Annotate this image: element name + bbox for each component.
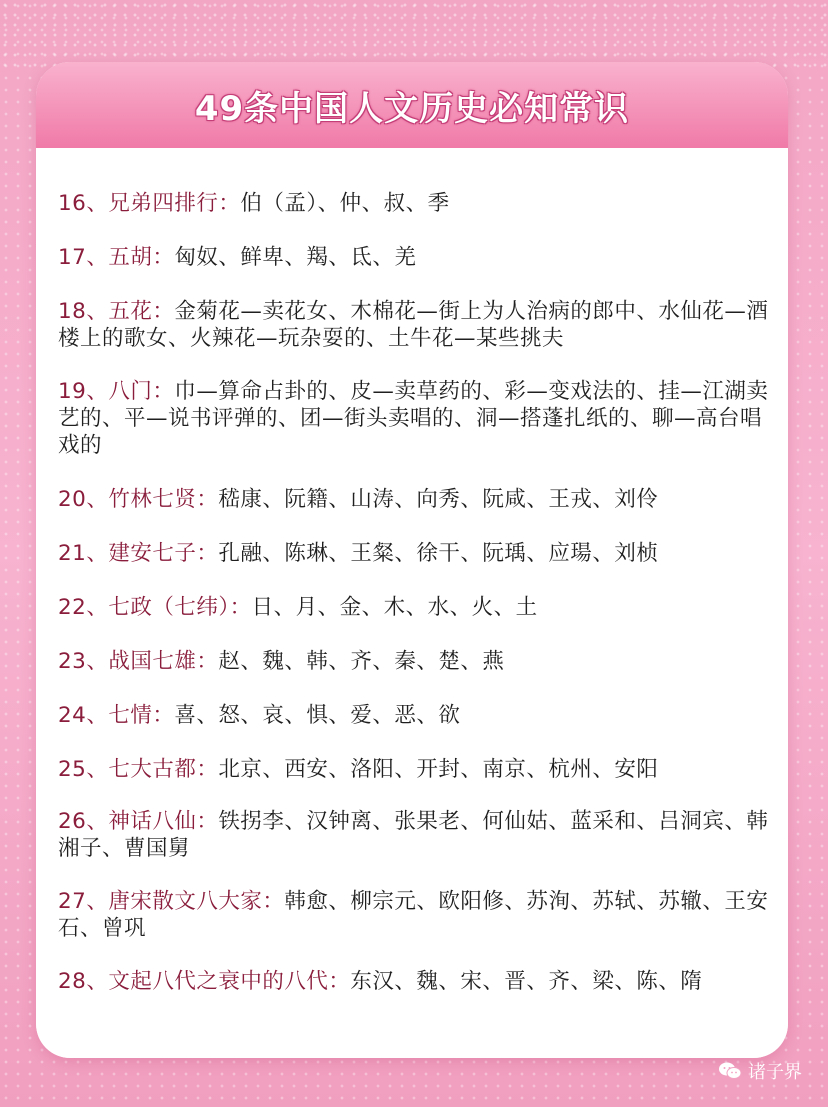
item-number: 27、 [58,889,109,914]
item-content: 赵、魏、韩、齐、秦、楚、燕 [218,649,505,674]
item-label: 八门： [108,379,175,404]
list-item [58,808,770,862]
watermark [718,1058,802,1084]
item-label: 文起八代之衰中的八代： [108,969,351,994]
item-content: 巾—算命占卦的、皮—卖草药的、彩—变戏法的、挂—江湖卖艺的、平—说书评弹的、团—街头卖唱的、洞—搭蓬扎纸的、聊—高台唱戏的 [58,379,769,458]
item-number: 22、 [58,595,109,620]
list-item [58,648,770,675]
list-item [58,298,770,352]
item-content: 嵇康、阮籍、山涛、向秀、阮咸、王戎、刘伶 [218,487,659,512]
item-number: 21、 [58,541,109,566]
item-label: 七政（七纬）： [108,595,252,620]
item-number: 25、 [58,757,109,782]
list-item [58,378,770,459]
list-item [58,702,770,729]
item-number: 24、 [58,703,109,728]
item-label: 战国七雄： [108,649,219,674]
item-number: 19、 [58,379,109,404]
item-number: 17、 [58,245,109,270]
item-label: 神话八仙： [108,809,219,834]
item-label: 五花： [108,299,175,324]
item-number: 18、 [58,299,109,324]
list-item [58,540,770,567]
content-card [36,62,788,1058]
item-content: 北京、西安、洛阳、开封、南京、杭州、安阳 [218,757,659,782]
item-label: 五胡： [108,245,175,270]
item-number: 20、 [58,487,109,512]
item-content: 日、月、金、木、水、火、土 [251,595,538,620]
item-label: 竹林七贤： [108,487,219,512]
item-label: 唐宋散文八大家： [108,889,285,914]
item-content: 伯（孟）、仲、叔、季 [240,191,450,216]
card-header [36,62,788,148]
page-title: 49条中国人文历史必知常识 [194,88,630,129]
item-number: 23、 [58,649,109,674]
background-decoration [0,0,828,70]
list-item [58,968,770,995]
list-item [58,756,770,783]
item-content: 铁拐李、汉钟离、张果老、何仙姑、蓝采和、吕洞宾、韩湘子、曹国舅 [58,809,769,861]
item-label: 七情： [108,703,175,728]
item-content: 孔融、陈琳、王粲、徐干、阮瑀、应瑒、刘桢 [218,541,659,566]
item-content: 匈奴、鲜卑、羯、氐、羌 [174,245,417,270]
wechat-icon [718,1061,742,1081]
item-label: 建安七子： [108,541,219,566]
item-label: 兄弟四排行： [108,191,241,216]
list-item [58,244,770,271]
item-content: 东汉、魏、宋、晋、齐、梁、陈、隋 [350,969,703,994]
list-item [58,486,770,513]
list-item [58,888,770,942]
item-number: 28、 [58,969,109,994]
item-content: 喜、怒、哀、惧、爱、恶、欲 [174,703,461,728]
item-number: 26、 [58,809,109,834]
item-content: 金菊花—卖花女、木棉花—街上为人治病的郎中、水仙花—酒楼上的歌女、火辣花—玩杂耍的、土牛花—某些挑夫 [58,299,769,351]
item-content: 韩愈、柳宗元、欧阳修、苏洵、苏轼、苏辙、王安石、曾巩 [58,889,769,941]
watermark-text: 诸子界 [748,1062,802,1083]
item-label: 七大古都： [108,757,219,782]
list-item [58,594,770,621]
card-body [36,148,788,1058]
item-number: 16、 [58,191,109,216]
list-item [58,190,770,217]
